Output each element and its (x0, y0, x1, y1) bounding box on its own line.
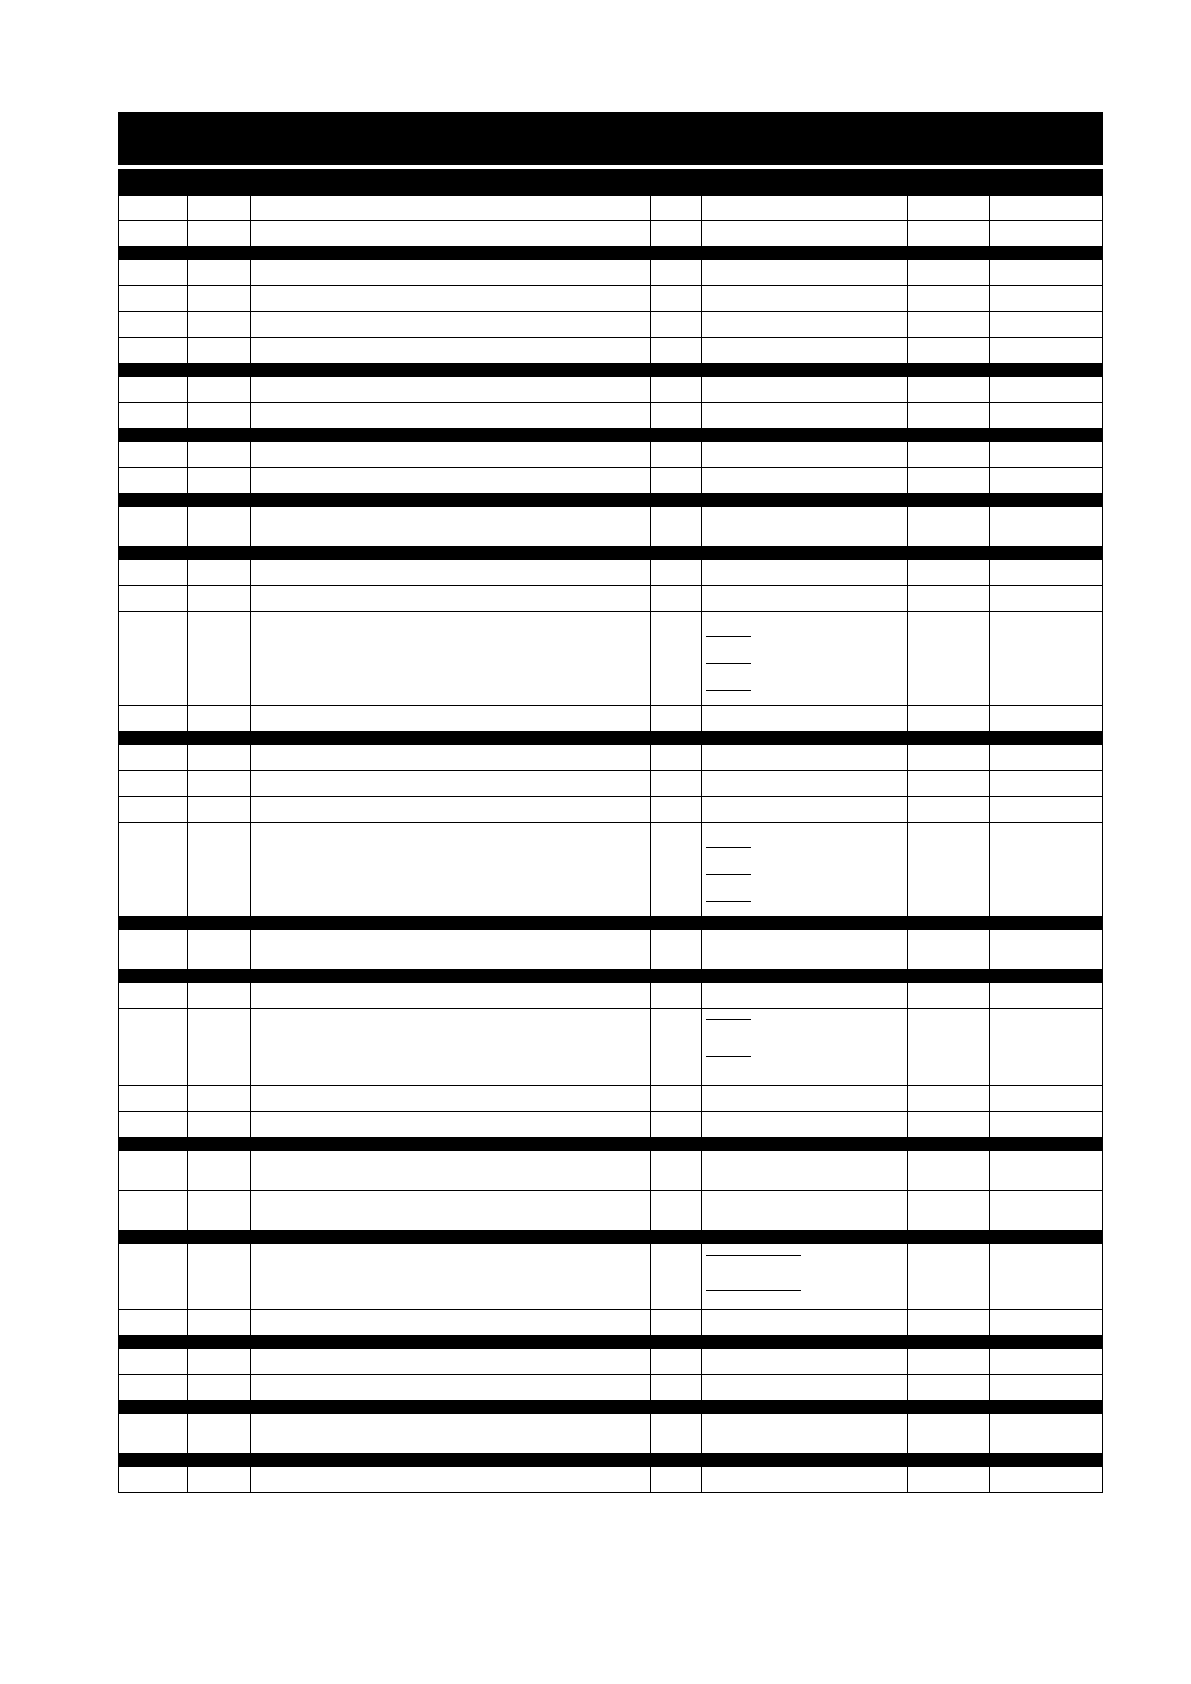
cell-col-7[interactable] (990, 1467, 1103, 1493)
cell-col-5[interactable] (702, 823, 908, 917)
cell-col-5[interactable] (702, 1244, 908, 1310)
cell-col-1 (118, 338, 188, 364)
cell-col-1 (118, 1310, 188, 1336)
cell-col-4[interactable] (651, 612, 702, 706)
table-row (118, 195, 1103, 221)
cell-col-6[interactable] (908, 1467, 990, 1493)
cell-col-1 (118, 1467, 188, 1493)
cell-col-7[interactable] (990, 468, 1103, 494)
cell-col-1 (118, 221, 188, 247)
cell-col-2 (188, 560, 251, 586)
cell-col-4[interactable] (651, 586, 702, 612)
table-row (118, 507, 1103, 547)
cell-col-3 (251, 1375, 651, 1401)
cell-col-1 (118, 612, 188, 706)
cell-col-5[interactable] (702, 1112, 908, 1138)
cell-col-4[interactable] (651, 403, 702, 429)
table-row (118, 468, 1103, 494)
cell-col-1 (118, 1086, 188, 1112)
title-banner (118, 112, 1103, 165)
cell-col-7[interactable] (990, 1112, 1103, 1138)
cell-col-4[interactable] (651, 1467, 702, 1493)
table-row (118, 1086, 1103, 1112)
cell-col-1 (118, 1414, 188, 1454)
table-row (118, 286, 1103, 312)
table-row (118, 797, 1103, 823)
table-row (118, 1151, 1103, 1191)
answer-blank-line[interactable] (706, 847, 751, 848)
cell-col-1 (118, 797, 188, 823)
cell-col-6[interactable] (908, 1009, 990, 1086)
cell-col-1 (118, 586, 188, 612)
cell-col-4[interactable] (651, 771, 702, 797)
subtitle-banner (118, 169, 1103, 195)
cell-col-5[interactable] (702, 338, 908, 364)
cell-col-7[interactable] (990, 1310, 1103, 1336)
cell-col-5[interactable] (702, 983, 908, 1009)
cell-col-4[interactable] (651, 1375, 702, 1401)
table-row (118, 403, 1103, 429)
cell-col-5[interactable] (702, 507, 908, 547)
cell-col-3 (251, 771, 651, 797)
cell-col-5[interactable] (702, 706, 908, 732)
cell-col-2 (188, 706, 251, 732)
cell-col-2 (188, 771, 251, 797)
cell-col-2 (188, 1191, 251, 1231)
cell-col-6[interactable] (908, 1191, 990, 1231)
cell-col-3 (251, 1151, 651, 1191)
cell-col-2 (188, 468, 251, 494)
cell-col-7[interactable] (990, 1244, 1103, 1310)
cell-col-4[interactable] (651, 1310, 702, 1336)
cell-col-2 (188, 1375, 251, 1401)
cell-col-1 (118, 1375, 188, 1401)
table-row (118, 1310, 1103, 1336)
cell-col-5[interactable] (702, 221, 908, 247)
cell-col-6[interactable] (908, 612, 990, 706)
cell-col-1 (118, 560, 188, 586)
table-row (118, 823, 1103, 917)
cell-col-1 (118, 771, 188, 797)
cell-col-5[interactable] (702, 1086, 908, 1112)
cell-col-1 (118, 403, 188, 429)
table-row (118, 560, 1103, 586)
cell-col-1 (118, 1349, 188, 1375)
cell-col-6[interactable] (908, 1112, 990, 1138)
section-divider (118, 1401, 1103, 1414)
cell-col-3 (251, 1191, 651, 1231)
cell-col-2 (188, 612, 251, 706)
cell-col-3 (251, 338, 651, 364)
cell-col-1 (118, 1244, 188, 1310)
cell-col-7[interactable] (990, 377, 1103, 403)
cell-col-6[interactable] (908, 1244, 990, 1310)
table-row (118, 338, 1103, 364)
cell-col-3 (251, 1414, 651, 1454)
cell-col-1 (118, 260, 188, 286)
cell-col-3 (251, 1112, 651, 1138)
cell-col-4[interactable] (651, 507, 702, 547)
cell-col-4[interactable] (651, 377, 702, 403)
cell-col-2 (188, 260, 251, 286)
cell-col-7[interactable] (990, 930, 1103, 970)
cell-col-5[interactable] (702, 312, 908, 338)
cell-col-2 (188, 1112, 251, 1138)
cell-col-4[interactable] (651, 221, 702, 247)
cell-col-5[interactable] (702, 745, 908, 771)
cell-col-6[interactable] (908, 338, 990, 364)
cell-col-6[interactable] (908, 560, 990, 586)
cell-col-6[interactable] (908, 286, 990, 312)
cell-col-3 (251, 260, 651, 286)
cell-col-3 (251, 745, 651, 771)
section-divider (118, 494, 1103, 507)
table-row (118, 1009, 1103, 1086)
cell-col-4[interactable] (651, 745, 702, 771)
section-divider (118, 429, 1103, 442)
cell-col-3 (251, 468, 651, 494)
cell-col-5[interactable] (702, 1467, 908, 1493)
cell-col-6[interactable] (908, 706, 990, 732)
cell-col-7[interactable] (990, 1414, 1103, 1454)
cell-col-5[interactable] (702, 1310, 908, 1336)
cell-col-7[interactable] (990, 195, 1103, 221)
cell-col-6[interactable] (908, 1151, 990, 1191)
cell-col-2 (188, 797, 251, 823)
cell-col-5[interactable] (702, 612, 908, 706)
section-divider (118, 917, 1103, 930)
cell-col-5[interactable] (702, 1151, 908, 1191)
answer-blank-line[interactable] (706, 690, 751, 691)
cell-col-6[interactable] (908, 195, 990, 221)
answer-blank-line[interactable] (706, 636, 751, 637)
cell-col-1 (118, 442, 188, 468)
cell-col-6[interactable] (908, 468, 990, 494)
cell-col-7[interactable] (990, 706, 1103, 732)
cell-col-1 (118, 983, 188, 1009)
cell-col-4[interactable] (651, 1086, 702, 1112)
cell-col-7[interactable] (990, 771, 1103, 797)
cell-col-7[interactable] (990, 983, 1103, 1009)
answer-blank-line[interactable] (706, 1290, 801, 1291)
cell-col-4[interactable] (651, 1191, 702, 1231)
answer-blank-line[interactable] (706, 1019, 751, 1020)
cell-col-3 (251, 221, 651, 247)
answer-blank-line[interactable] (706, 901, 751, 902)
answer-blank-line[interactable] (706, 1056, 751, 1057)
cell-col-4[interactable] (651, 560, 702, 586)
cell-col-4[interactable] (651, 797, 702, 823)
cell-col-3 (251, 403, 651, 429)
cell-col-2 (188, 586, 251, 612)
cell-col-1 (118, 1009, 188, 1086)
cell-col-6[interactable] (908, 745, 990, 771)
cell-col-4[interactable] (651, 1414, 702, 1454)
cell-col-7[interactable] (990, 1191, 1103, 1231)
cell-col-3 (251, 930, 651, 970)
cell-col-4[interactable] (651, 823, 702, 917)
cell-col-4[interactable] (651, 442, 702, 468)
cell-col-5[interactable] (702, 560, 908, 586)
table-row (118, 260, 1103, 286)
cell-col-1 (118, 286, 188, 312)
cell-col-4[interactable] (651, 312, 702, 338)
cell-col-2 (188, 403, 251, 429)
cell-col-4[interactable] (651, 1151, 702, 1191)
cell-col-6[interactable] (908, 797, 990, 823)
cell-col-3 (251, 312, 651, 338)
cell-col-6[interactable] (908, 507, 990, 547)
cell-col-5[interactable] (702, 286, 908, 312)
section-divider (118, 1138, 1103, 1151)
cell-col-7[interactable] (990, 612, 1103, 706)
cell-col-3 (251, 1310, 651, 1336)
cell-col-5[interactable] (702, 586, 908, 612)
cell-col-7[interactable] (990, 745, 1103, 771)
cell-col-7[interactable] (990, 823, 1103, 917)
cell-col-5[interactable] (702, 260, 908, 286)
cell-col-6[interactable] (908, 260, 990, 286)
answer-blank-line[interactable] (706, 1255, 801, 1256)
cell-col-3 (251, 195, 651, 221)
cell-col-3 (251, 1467, 651, 1493)
cell-col-3 (251, 797, 651, 823)
table-row (118, 1467, 1103, 1493)
cell-col-1 (118, 312, 188, 338)
cell-col-6[interactable] (908, 312, 990, 338)
cell-col-1 (118, 706, 188, 732)
cell-col-6[interactable] (908, 1086, 990, 1112)
table-row (118, 312, 1103, 338)
cell-col-1 (118, 1112, 188, 1138)
cell-col-3 (251, 706, 651, 732)
section-divider (118, 970, 1103, 983)
cell-col-2 (188, 1009, 251, 1086)
table-row (118, 745, 1103, 771)
cell-col-2 (188, 221, 251, 247)
cell-col-1 (118, 1191, 188, 1231)
cell-col-6[interactable] (908, 771, 990, 797)
cell-col-3 (251, 1009, 651, 1086)
cell-col-5[interactable] (702, 1349, 908, 1375)
cell-col-7[interactable] (990, 312, 1103, 338)
cell-col-6[interactable] (908, 1349, 990, 1375)
cell-col-6[interactable] (908, 221, 990, 247)
cell-col-5[interactable] (702, 403, 908, 429)
cell-col-3 (251, 507, 651, 547)
cell-col-1 (118, 377, 188, 403)
cell-col-6[interactable] (908, 1414, 990, 1454)
cell-col-1 (118, 1151, 188, 1191)
cell-col-2 (188, 338, 251, 364)
cell-col-4[interactable] (651, 983, 702, 1009)
cell-col-3 (251, 586, 651, 612)
cell-col-4[interactable] (651, 930, 702, 970)
cell-col-4[interactable] (651, 195, 702, 221)
cell-col-7[interactable] (990, 586, 1103, 612)
cell-col-3 (251, 823, 651, 917)
cell-col-5[interactable] (702, 797, 908, 823)
cell-col-3 (251, 1086, 651, 1112)
cell-col-3 (251, 442, 651, 468)
cell-col-3 (251, 286, 651, 312)
cell-col-5[interactable] (702, 377, 908, 403)
cell-col-1 (118, 930, 188, 970)
cell-col-2 (188, 1310, 251, 1336)
cell-col-7[interactable] (990, 286, 1103, 312)
cell-col-7[interactable] (990, 338, 1103, 364)
cell-col-4[interactable] (651, 260, 702, 286)
table-row (118, 706, 1103, 732)
section-divider (118, 1454, 1103, 1467)
table-row (118, 586, 1103, 612)
cell-col-2 (188, 1086, 251, 1112)
cell-col-5[interactable] (702, 1009, 908, 1086)
cell-col-2 (188, 1349, 251, 1375)
cell-col-5[interactable] (702, 930, 908, 970)
cell-col-6[interactable] (908, 377, 990, 403)
table-row (118, 930, 1103, 970)
cell-col-2 (188, 1151, 251, 1191)
cell-col-3 (251, 983, 651, 1009)
row-border (118, 1492, 1103, 1493)
cell-col-7[interactable] (990, 560, 1103, 586)
cell-col-5[interactable] (702, 771, 908, 797)
table-row (118, 221, 1103, 247)
cell-col-7[interactable] (990, 1151, 1103, 1191)
cell-col-2 (188, 823, 251, 917)
cell-col-6[interactable] (908, 586, 990, 612)
cell-col-7[interactable] (990, 403, 1103, 429)
cell-col-6[interactable] (908, 983, 990, 1009)
cell-col-5[interactable] (702, 1191, 908, 1231)
answer-blank-line[interactable] (706, 874, 751, 875)
answer-blank-line[interactable] (706, 663, 751, 664)
cell-col-2 (188, 195, 251, 221)
section-divider (118, 732, 1103, 745)
cell-col-7[interactable] (990, 221, 1103, 247)
cell-col-7[interactable] (990, 1086, 1103, 1112)
cell-col-7[interactable] (990, 507, 1103, 547)
cell-col-6[interactable] (908, 1375, 990, 1401)
cell-col-2 (188, 1414, 251, 1454)
cell-col-4[interactable] (651, 1112, 702, 1138)
cell-col-7[interactable] (990, 797, 1103, 823)
cell-col-4[interactable] (651, 706, 702, 732)
cell-col-7[interactable] (990, 1375, 1103, 1401)
cell-col-7[interactable] (990, 1009, 1103, 1086)
cell-col-2 (188, 377, 251, 403)
cell-col-5[interactable] (702, 1375, 908, 1401)
table-row (118, 1191, 1103, 1231)
cell-col-5[interactable] (702, 468, 908, 494)
cell-col-4[interactable] (651, 338, 702, 364)
table-row (118, 377, 1103, 403)
cell-col-6[interactable] (908, 442, 990, 468)
cell-col-3 (251, 1349, 651, 1375)
table-row (118, 771, 1103, 797)
cell-col-1 (118, 823, 188, 917)
cell-col-7[interactable] (990, 442, 1103, 468)
cell-col-3 (251, 560, 651, 586)
cell-col-2 (188, 442, 251, 468)
cell-col-4[interactable] (651, 1244, 702, 1310)
cell-col-6[interactable] (908, 823, 990, 917)
cell-col-2 (188, 930, 251, 970)
section-divider (118, 247, 1103, 260)
cell-col-1 (118, 507, 188, 547)
cell-col-1 (118, 195, 188, 221)
table-row (118, 612, 1103, 706)
cell-col-7[interactable] (990, 1349, 1103, 1375)
cell-col-3 (251, 612, 651, 706)
table-row (118, 1375, 1103, 1401)
cell-col-3 (251, 377, 651, 403)
cell-col-4[interactable] (651, 286, 702, 312)
cell-col-6[interactable] (908, 403, 990, 429)
table-row (118, 1112, 1103, 1138)
cell-col-1 (118, 745, 188, 771)
table-row (118, 983, 1103, 1009)
section-divider (118, 1231, 1103, 1244)
cell-col-2 (188, 507, 251, 547)
table-row (118, 1244, 1103, 1310)
cell-col-4[interactable] (651, 1349, 702, 1375)
cell-col-4[interactable] (651, 1009, 702, 1086)
cell-col-2 (188, 286, 251, 312)
table-row (118, 1414, 1103, 1454)
cell-col-4[interactable] (651, 468, 702, 494)
cell-col-6[interactable] (908, 1310, 990, 1336)
section-divider (118, 547, 1103, 560)
section-divider (118, 1336, 1103, 1349)
cell-col-6[interactable] (908, 930, 990, 970)
cell-col-3 (251, 1244, 651, 1310)
table-row (118, 442, 1103, 468)
table-row (118, 1349, 1103, 1375)
cell-col-5[interactable] (702, 1414, 908, 1454)
cell-col-2 (188, 312, 251, 338)
cell-col-5[interactable] (702, 442, 908, 468)
section-divider (118, 364, 1103, 377)
cell-col-2 (188, 745, 251, 771)
cell-col-5[interactable] (702, 195, 908, 221)
cell-col-2 (188, 1244, 251, 1310)
cell-col-7[interactable] (990, 260, 1103, 286)
cell-col-2 (188, 1467, 251, 1493)
cell-col-1 (118, 468, 188, 494)
cell-col-2 (188, 983, 251, 1009)
